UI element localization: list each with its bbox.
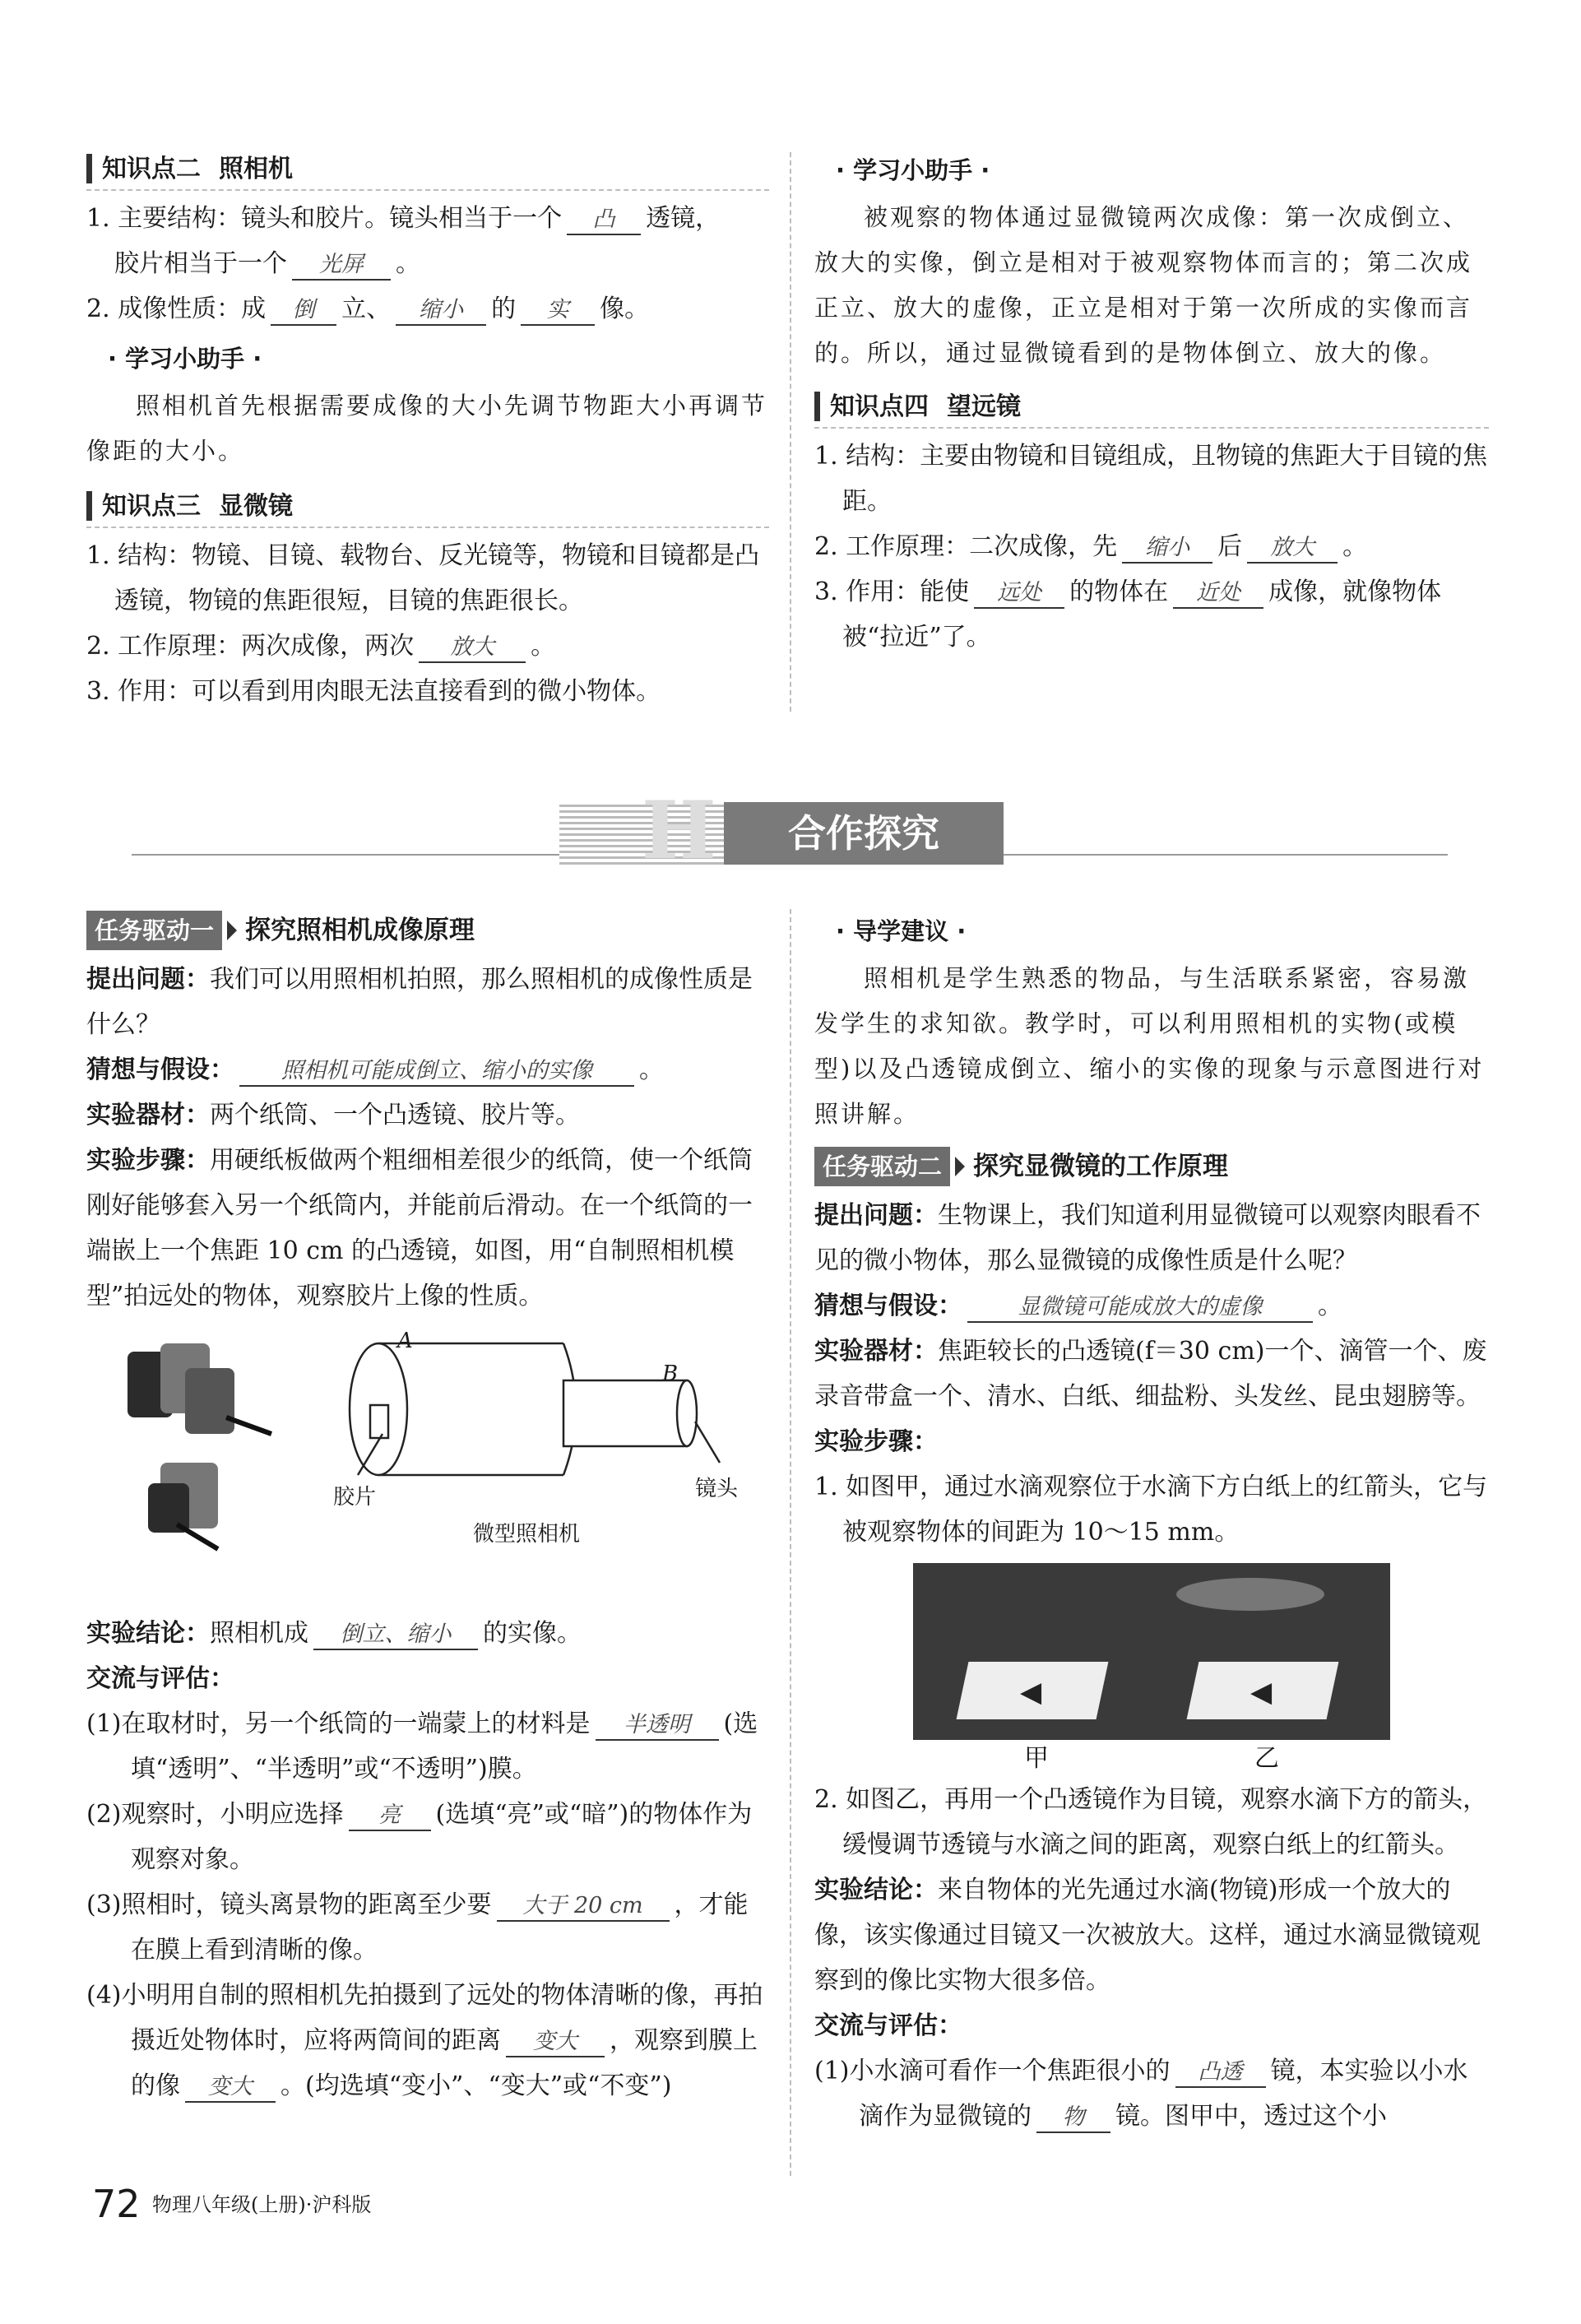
figure-caption: 微型照相机 [473,1522,581,1547]
photo-jia: ◀ [913,1563,1160,1740]
answer-blank: 大于 20 cm [497,1892,670,1922]
study-helper-title: · 学习小助手 · [836,156,990,184]
kp4-heading: 知识点四 望远镜 [814,386,1489,429]
answer-blank: 亮 [349,1802,431,1831]
answer-blank: 凸 [567,206,641,235]
answer-blank: 变大 [185,2073,276,2103]
kp3-structure: 1. 结构：物镜、目镜、载物台、反光镜等，物镜和目镜都是凸透镜，物镜的焦距很短，目镜的焦距很长。 [86,541,760,615]
page-number: 72 [92,2182,141,2226]
kp2-image-nature: 2. 成像性质：成 倒 立、 缩小 的 实 像。 [86,286,769,332]
answer-blank: 显微镜可能成放大的虚像 [967,1293,1313,1323]
caption-yi: 乙 [1254,1744,1279,1773]
answer-blank: 光屏 [292,251,391,281]
answer-blank: 实 [521,296,595,326]
kp3-principle: 2. 工作原理：两次成像，两次 放大 。 [86,624,769,669]
answer-blank: 放大 [1247,534,1338,564]
microscope-photos [814,1555,1489,1777]
answer-blank: 照相机可能成倒立、缩小的实像 [239,1057,634,1087]
kp3-use: 3. 作用：可以看到用肉眼无法直接看到的微小物体。 [86,677,661,706]
paper-tube-photo [128,1343,271,1549]
answer-blank: 缩小 [396,296,486,326]
answer-blank: 近处 [1173,579,1263,609]
task1-column: 任务驱动一 探究照相机成像原理 提出问题：我们可以用照相机拍照，那么照相机的成像性质是什么？ 猜想与假设： 照相机可能成倒立、缩小的实像 。 实验器材：两个纸筒、一个凸透镜、胶片等。 实验步骤：用硬纸板做两个粗细相差很少的纸筒，使一个纸筒刚好能够套入另一个纸筒内，并能前后滑动。在一个纸筒的一端嵌上一个焦距 10 cm 的凸透镜，如图，用“自制照相机模型”拍远处的物体，观察胶片上像的性质。 A B 胶片 镜头 微型照相机 实验结论：照相机成 倒立、缩小 的实像。 交流与评估： (1)在取材时，另一个纸筒的一端蒙上的材料是 半透明 (选填“透明”、“半透明”或“不透明”)膜。 (2)观察时，小明应选择 亮 (选填“亮”或“暗”)的物体作为观察对象。 (3)照相时，镜头离景物的距离至少要 大于 20 cm ，才能在膜上看到清晰的像。 (4)小明用自制的照相机先拍摄到了远处的物体清晰的像，再拍摄近处物体时，应将两筒间的距离 变大 ，观察到膜上的像 变大 。(均选填“变小”、“变大”或“不变”) [86,909,769,2108]
banner-title: 合作探究 [724,802,1004,865]
study-helper-title: · 学习小助手 · [108,345,262,373]
answer-blank: 半透明 [596,1711,719,1741]
task2-column: · 导学建议 · 照相机是学生熟悉的物品，与生活联系紧密，容易激发学生的求知欲。教学时，可以利用照相机的实物(或模型)以及凸透镜成倒立、缩小的实像的现象与示意图进行对照讲解。 任务驱动二 探究显微镜的工作原理 提出问题：生物课上，我们知道利用显微镜可以观察肉眼看不见的微小物体，那么显微镜的成像性质是什么呢？ 猜想与假设： 显微镜可能成放大的虚像 。 实验器材：焦距较长的凸透镜(f＝30 cm)一个、滴管一个、废录音带盒一个、清水、白纸、细盐粉、头发丝、昆虫翅膀等。 实验步骤： 1. 如图甲，通过水滴观察位于水滴下方白纸上的红箭头，它与被观察物体的间距为 10～15 mm。 ◀ ◀ 甲 乙 2. 如图乙，再用一个凸透镜作为目镜，观察水滴下方的箭头，缓慢调节透镜与水滴之间的距离，观察白纸上的红箭头。 实验结论：来自物体的光先通过水滴(物镜)形成一个放大的像，该实像通过目镜又一次被放大。这样，通过水滴显微镜观察到的像比实物大很多倍。 交流与评估： (1)小水滴可看作一个焦距很小的 凸透 镜，本实验以小水滴作为显微镜的 物 镜。图甲中，透过这个小 [814,909,1489,2139]
photo-yi: ◀ [1143,1563,1390,1740]
book-title: 物理八年级(上册)·沪科版 [152,2193,372,2216]
kp2-structure: 1. 主要结构：镜头和胶片。镜头相当于一个 凸 透镜， 胶片相当于一个 光屏 。 [86,196,769,286]
task2-heading: 任务驱动二 探究显微镜的工作原理 [814,1145,1489,1188]
page-footer [92,2182,141,2226]
kp4-principle: 2. 工作原理：二次成像，先 缩小 后 放大 。 [814,524,1489,569]
answer-blank: 凸透 [1175,2058,1266,2088]
kp2-heading: 知识点二 照相机 [86,148,769,191]
guide-text: 照相机是学生熟悉的物品，与生活联系紧密，容易激发学生的求知欲。教学时，可以利用照相机的实物(或模型)以及凸透镜成倒立、缩小的实像的现象与示意图进行对照讲解。 [814,964,1485,1128]
label-lens: 镜头 [695,1477,739,1501]
label-b: B [662,1361,679,1386]
answer-blank: 倒 [271,296,336,326]
guide-title: · 导学建议 · [836,917,967,945]
task1-heading: 任务驱动一 探究照相机成像原理 [86,909,769,952]
knowledge-column-right [814,148,1489,660]
kp3-heading: 知识点三 显微镜 [86,485,769,528]
answer-blank: 倒立、缩小 [313,1621,478,1650]
answer-blank: 物 [1036,2104,1110,2133]
answer-blank: 缩小 [1122,534,1212,564]
knowledge-column-left [86,148,769,714]
answer-blank: 远处 [974,579,1064,609]
label-a: A [397,1329,413,1353]
kp4-structure: 1. 结构：主要由物镜和目镜组成，且物镜的焦距大于目镜的焦距。 [814,442,1488,516]
study-helper-text: 被观察的物体通过显微镜两次成像：第一次成倒立、放大的实像，倒立是相对于被观察物体而言的；第二次成正立、放大的虚像，正立是相对于第一次所成的实像而言的。所以，通过显微镜看到的是物体倒立、放大的像。 [814,203,1473,367]
column-divider-bottom [790,909,791,2176]
answer-blank: 变大 [506,2028,605,2057]
label-film: 胶片 [333,1485,377,1510]
study-helper-text: 照相机首先根据需要成像的大小先调节物距大小再调节像距的大小。 [86,392,768,465]
caption-jia: 甲 [1024,1744,1049,1773]
section-banner [132,784,1448,877]
camera-figure [86,1319,769,1611]
kp4-use: 3. 作用：能使 远处 的物体在 近处 成像，就像物体被“拉近”了。 [814,578,1442,652]
answer-blank: 放大 [419,633,526,663]
banner-letter: H [642,784,716,877]
column-divider-top [790,152,791,712]
